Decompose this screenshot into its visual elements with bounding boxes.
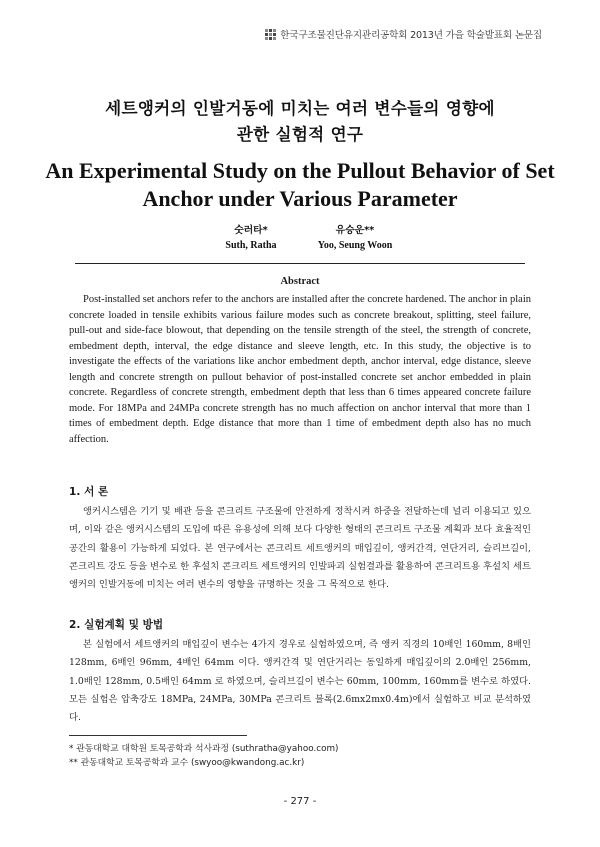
abstract-heading: Abstract [280, 276, 320, 287]
footnote-2: ** 관동대학교 토목공학과 교수 (swyoo@kwandong.ac.kr) [69, 758, 305, 768]
section-2-text: 본 실험에서 세트앵커의 매입깊이 변수는 4가지 경우로 실험하였으며, 즉 앵커 직경의 10배인 160mm, 8배인 128mm, 6배인 96mm, 4배인 64mm 이다. 앵커간격 및 연단거리는 동일하게 매입깊이의 2.0배인 256mm, 1.0배인 128mm, 0.5배인 64mm 로 하였으며, 슬리브길이 변수는 60mm, 100mm, 160mm를 변수로 하였다. 모든 실험은 압축강도 18MPa, 24MPa, 30MPa 콘크리트 블록(2.6mx2mx0.4m)에서 실험하고 비교 분석하였다. [69, 639, 531, 724]
section-1-text: 앵커시스템은 기기 및 배관 등을 콘크리트 구조물에 안전하게 정착시켜 하중을 전달하는데 널리 이용되고 있으며, 이와 같은 앵커시스템의 도입에 따른 유용성에 의해 보다 다양한 형태의 콘크리트 구조물 계획과 보다 효율적인 공간의 활용이 가능하게 되었다. 본 연구에서는 콘크리트 세트앵커의 매입깊이, 앵커간격, 연단거리, 슬리브길이, 콘크리트 강도 등을 변수로 한 후설치 콘크리트 세트앵커의 인발파괴 실험결과를 활용하여 콘크리트용 후설치 세트앵커의 인발거동에 미치는 여러 변수의 영향을 규명하는 것을 그 목적으로 한다. [69, 506, 531, 591]
section-2-heading: 2. 실험계획 및 방법 [69, 619, 164, 631]
author-2 [290, 222, 420, 251]
korean-title-line-1: 세트앵커의 인발거동에 미치는 여러 변수들의 영향에 [105, 99, 495, 118]
abstract-text: Post-installed set anchors refer to the anchors are installed after the concrete hardened. The anchor in plain concrete loaded in tensile exhibits various failure modes such as concrete breakout, splitting, steel failure, pull-out and side-face blowout, that depending on the tensile strength of the steel, the strength of concrete, embedment depth, interval, the edge distance and sleeve length, etc. In this study, the objective is to investigate the effects of the variations like anchor embedment depth, anchor interval, edge distance, sleeve length and concrete strength on pullout behavior of post-installed concrete set anchor embedded in plain concrete. Regardless of concrete strength, embedment depth that less than 6 times appeared concrete failure mode. For 18MPa and 24MPa concrete strength has no much affection on anchor interval that more than 1 times of embedment depth. Edge distance that more than 1 time of embedment depth also has no much affection. [69, 294, 531, 445]
korean-title-line-2: 관한 실험적 연구 [236, 125, 364, 144]
section-1-heading: 1. 서 론 [69, 486, 109, 498]
author-1-korean-name: 숫러타* [234, 225, 268, 236]
english-title-line-1: An Experimental Study on the Pullout Behavior of Set [45, 158, 555, 183]
english-title-line-2: Anchor under Various Parameter [142, 186, 458, 211]
footnotes [69, 742, 531, 770]
running-header [265, 27, 542, 41]
running-head-text: 한국구조물진단유지관리공학회 2013년 가을 학술발표회 논문집 [280, 30, 542, 41]
title-divider [75, 263, 525, 264]
page-number: - 277 - [283, 796, 317, 807]
korean-title [40, 96, 560, 148]
footnote-1: * 관동대학교 대학원 토목공학과 석사과정 (suthratha@yahoo.com) [69, 744, 339, 754]
author-1-english-name: Suth, Ratha [225, 240, 277, 251]
society-logo-icon [265, 29, 276, 40]
footnote-divider [69, 735, 247, 736]
english-title [40, 157, 560, 213]
author-2-english-name: Yoo, Seung Woon [317, 240, 393, 251]
author-2-korean-name: 유승운** [335, 225, 375, 236]
